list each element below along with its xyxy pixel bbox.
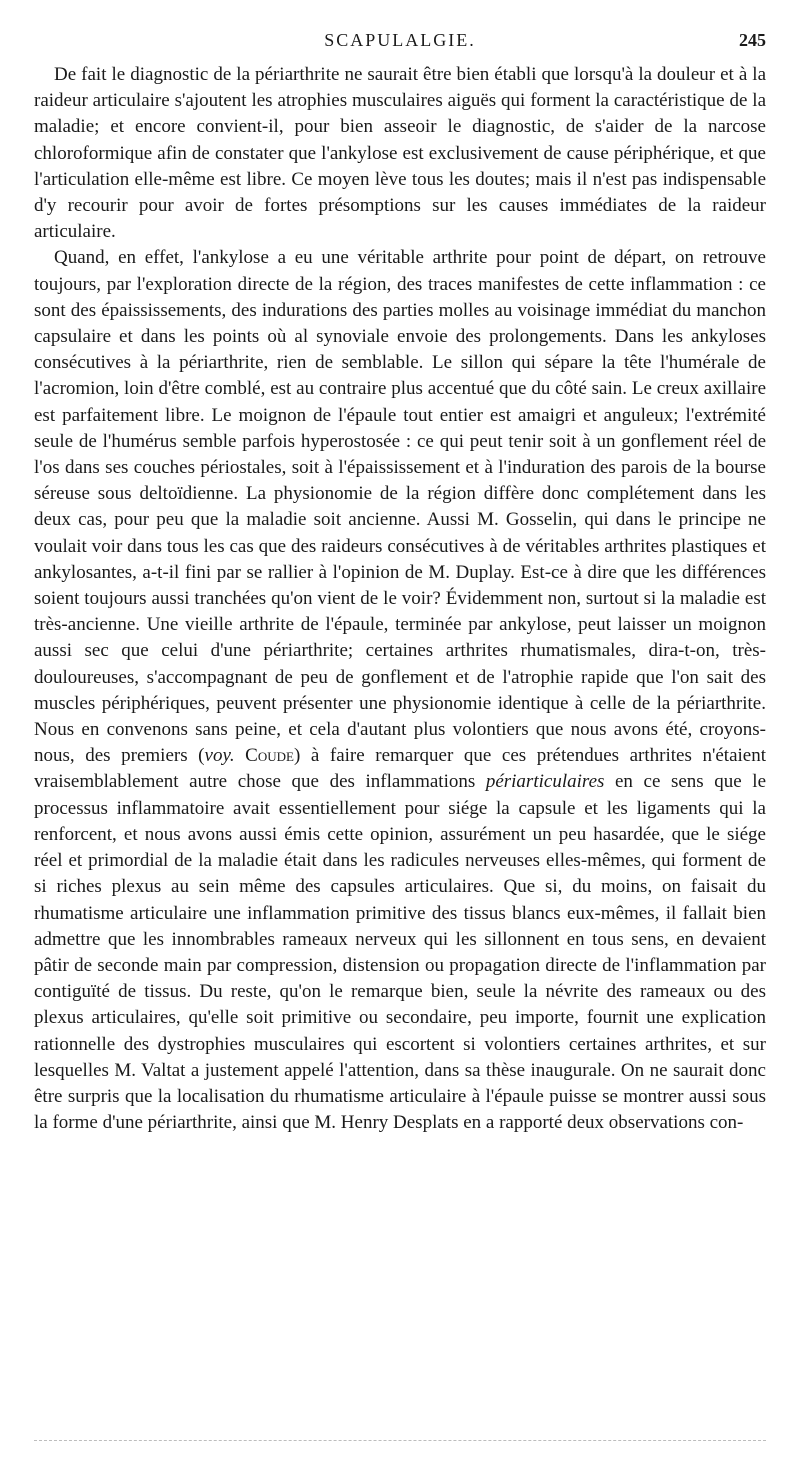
book-page	[34, 30, 766, 1136]
page-number: 245	[739, 30, 766, 50]
running-title: SCAPULALGIE.	[324, 30, 476, 50]
paragraph-1: De fait le diagnostic de la périarthrite ne saurait être bien établi que lorsqu'à la douleur et à la raideur articulaire s'ajoutent les atrophies musculaires aiguës qui forment la caractéristique de la maladie; et encore convient-il, pour bien asseoir le diagnostic, de s'aider de la narcose chloroformique afin de constater que l'ankylose est exclusivement de cause périphérique, et que l'articulation elle-même est libre. Ce moyen lève tous les doutes; mais il n'est pas indispensable d'y recourir pour avoir de fortes présomptions sur les causes immédiates de la raideur articulaire.	[34, 64, 766, 243]
paragraph-2-text-end: en ce sens que le processus inflammatoire avait essentiellement pour siége la capsule et les ligaments qui la renforcent, et nous avons aussi émis cette opinion, assurément un peu hasardée, que le siége réel et primordial de la maladie était dans les radicules nerveuses elles-mêmes, qui forment de si riches plexus au sein même des capsules articulaires. Que si, du moins, on faisait du rhumatisme articulaire une inflammation primitive des tissus blancs eux-mêmes, il fallait bien admettre que les innombrables rameaux nerveux qui les sillonnent en tous sens, en devaient pâtir de seconde main par compression, distension ou propagation directe de l'inflammation par contiguïté de tissus. Du reste, qu'on le remarque bien, seule la névrite des rameaux ou des plexus articulaires, qu'elle soit primitive ou secondaire, peu importe, fournit une explication rationnelle des dystrophies musculaires qui escortent si volontiers certaines arthrites, et sur lesquelles M. Valtat a justement appelé l'attention, dans sa thèse inaugurale. On ne saurait donc être surpris que la localisation du rhumatisme articulaire à l'épaule puisse se montrer aussi sous la forme d'une périarthrite, ainsi que M. Henry Desplats en a rapporté deux observations con-	[34, 771, 766, 1134]
paragraph-2-text-start: Quand, en effet, l'ankylose a eu une véritable arthrite pour point de départ, on retrouve toujours, par l'exploration directe de la région, des traces manifestes de cette inflammation : ce sont des épaississements, des indurations des parties molles au voisinage immédiat du manchon capsulaire et dans les points où al synoviale envoie des prolongements. Dans les ankyloses consécutives à la périarthrite, rien de semblable. Le sillon qui sépare la tête l'humérale de l'acromion, loin d'être comblé, est au contraire plus accentué que du côté sain. Le creux axillaire est parfaitement libre. Le moignon de l'épaule tout entier est amaigri et anguleux; l'extrémité seule de l'humérus semble parfois hyperostosée : ce qui peut tenir soit à un gonflement réel de l'os dans ses couches périostales, soit à l'épaississement et à l'induration des parois de la bourse séreuse sous deltoïdienne. La physionomie de la région diffère donc complétement dans les deux cas, pour peu que la maladie soit ancienne. Aussi M. Gosselin, qui dans le principe ne voulait voir dans tous les cas que des raideurs consécutives à de véritables arthrites plastiques et ankylosantes, a-t-il fini par se rallier à l'opinion de M. Duplay. Est-ce à dire que les différences soient toujours aussi tranchées qu'on vient de le voir? Évidemment non, surtout si la maladie est très-ancienne. Une vieille arthrite de l'épaule, terminée par ankylose, peut laisser un moignon aussi sec que celui d'une périarthrite; certaines arthrites rhumatismales, dira-t-on, très-douloureuses, s'accompagnant de peu de gonflement et de l'atrophie rapide que l'on sait des muscles périphériques, peuvent présenter une physionomie identique à celle de la périarthrite. Nous en convenons sans peine, et cela d'autant plus volontiers que nous avons été, croyons-nous, des premiers (	[34, 247, 766, 767]
paragraph-2-text-middle: ) à faire remarquer que ces prétendues arthrites n'étaient vraisemblablement autre chose que des inflammations	[34, 745, 766, 793]
reference-voy: voy.	[204, 745, 235, 767]
body-text	[34, 62, 766, 1136]
footer-divider	[34, 1440, 766, 1441]
emphasis-periarticulaires: périarticulaires	[485, 771, 605, 793]
running-head	[34, 30, 766, 56]
reference-coude: Coude	[245, 745, 294, 767]
paragraph-2	[34, 245, 766, 1136]
reference-space	[235, 745, 246, 766]
